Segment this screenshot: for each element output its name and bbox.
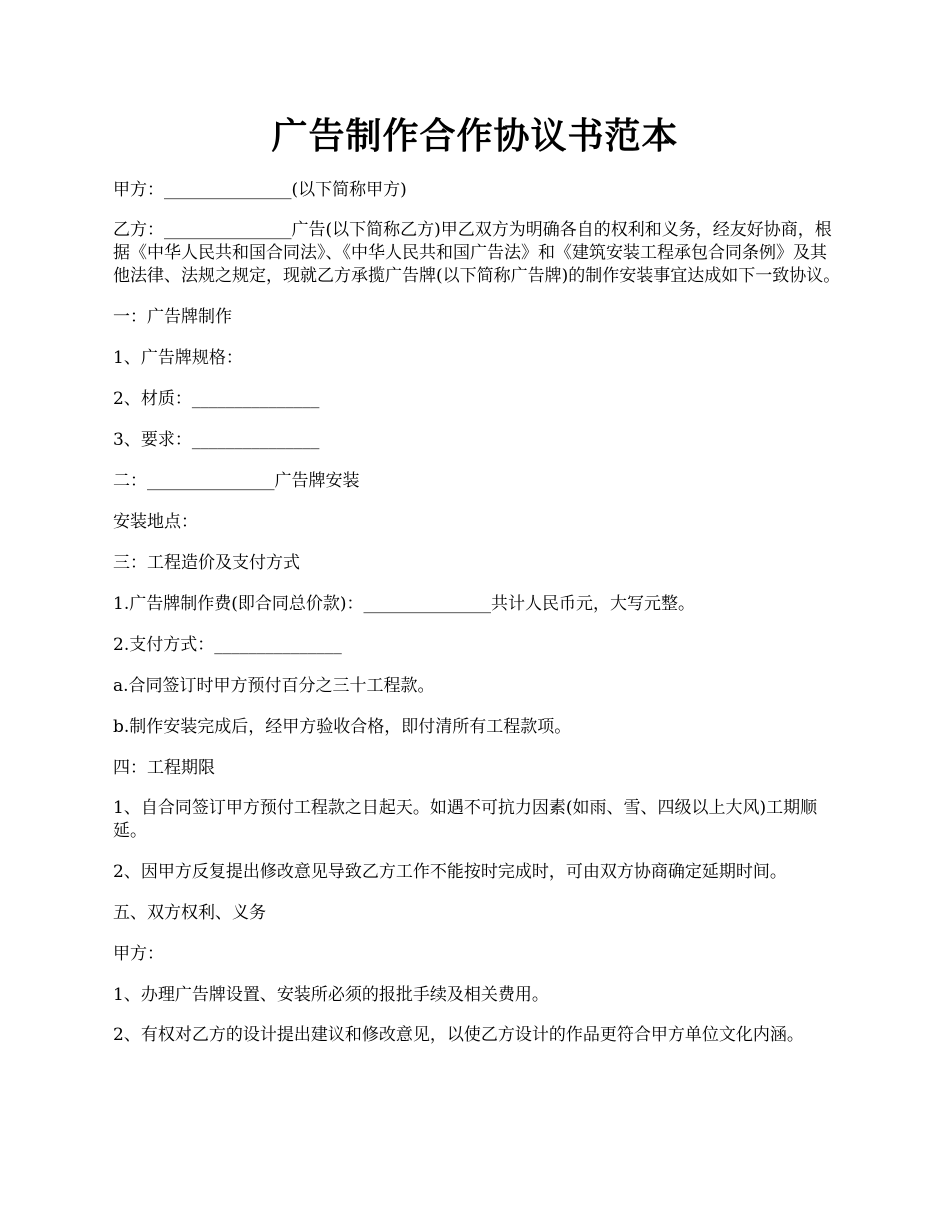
clause-5-a-2: 2、有权对乙方的设计提出建议和修改意见，以使乙方设计的作品更符合甲方单位文化内涵。 [113,1025,804,1045]
clause-4-2: 2、因甲方反复提出修改意见导致乙方工作不能按时完成时，可由双方协商确定延期时间。 [113,862,787,882]
clause-3-1: 1.广告牌制作费(即合同总价款)：_______________共计人民币元，大写元整。 [113,594,695,614]
section-1-heading: 一：广告牌制作 [113,307,232,327]
clause-4-1: 1、自合同签订甲方预付工程款之日起天。如遇不可抗力因素(如雨、雪、四级以上大风)工期顺延。 [113,798,818,841]
clause-1-1: 1、广告牌规格： [113,348,243,368]
install-location: 安装地点： [113,512,198,532]
clause-5-a-1: 1、办理广告牌设置、安装所必须的报批手续及相关费用。 [113,985,549,1005]
section-4-heading: 四：工程期限 [113,758,215,778]
document-body [113,178,843,1064]
clause-3-2-a: a.合同签订时甲方预付百分之三十工程款。 [113,676,435,696]
section-2-heading: 二：_______________广告牌安装 [113,471,360,491]
clause-3-2: 2.支付方式：_______________ [113,635,342,655]
document-title: 广告制作合作协议书范本 [271,115,679,157]
section-3-heading: 三：工程造价及支付方式 [113,553,300,573]
clause-1-3: 3、要求：_______________ [113,430,320,450]
section-5-heading: 五、双方权利、义务 [113,903,266,923]
party-b-preamble: 乙方：_______________广告(以下简称乙方)甲乙双方为明确各自的权利和义务，经友好协商，根据《中华人民共和国合同法》、《中华人民共和国广告法》和《建筑安装工程承包合同条例》及其他法律、法规之规定，现就乙方承揽广告牌(以下简称广告牌)的制作安装事宜达成如下一致协议。 [113,220,841,286]
party-a-duties-heading: 甲方： [113,944,164,964]
party-a-line: 甲方：_______________(以下简称甲方) [113,180,407,200]
clause-3-2-b: b.制作安装完成后，经甲方验收合格，即付清所有工程款项。 [113,717,572,737]
clause-1-2: 2、材质：_______________ [113,389,320,409]
